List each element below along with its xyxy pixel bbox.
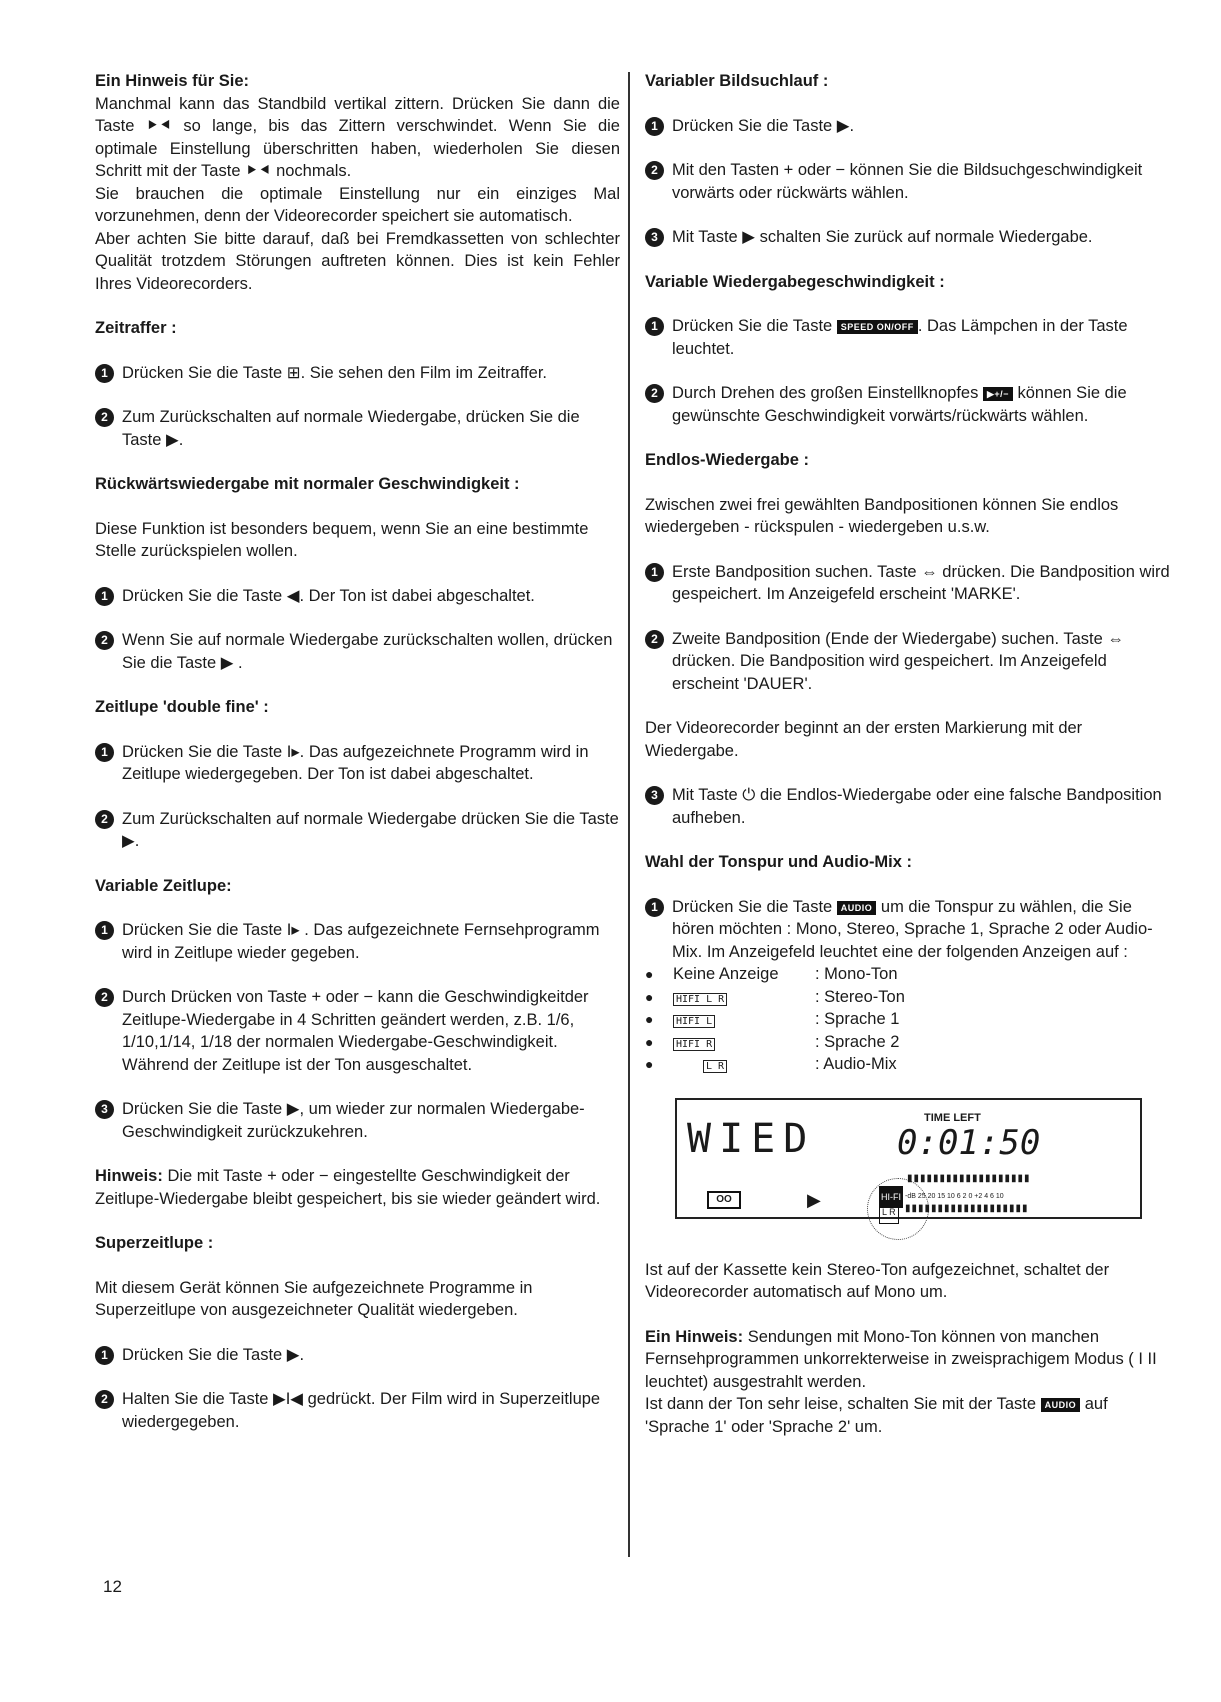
vcr-display-panel: [675, 1098, 1142, 1219]
rueck-step-1: 1 Drücken Sie die Taste ◀. Der Ton ist dabei abgeschaltet.: [95, 585, 620, 608]
bildsuch-step-1: 1 Drücken Sie die Taste ▶.: [645, 115, 1170, 138]
wiedergabe-title: Variable Wiedergabegeschwindigkeit :: [645, 272, 945, 291]
superzeitlupe-step-2: 2 Halten Sie die Taste ▶I◀ gedrückt. Der Film wird in Superzeitlupe wiedergegeben.: [95, 1388, 620, 1433]
page-number: 12: [103, 1577, 122, 1596]
rueck-step-2: 2 Wenn Sie auf normale Wiedergabe zurückschalten wollen, drücken Sie die Taste ▶ .: [95, 629, 620, 674]
step-number-icon: 2: [95, 810, 114, 829]
time-left-label: TIME LEFT: [924, 1111, 981, 1124]
endlos-intro: Zwischen zwei frei gewählten Bandpositionen können Sie endlos wiedergeben - rückspulen - wiedergeben u.s.w.: [645, 495, 1119, 536]
list-item: ● HIFI R : Sprache 2: [645, 1032, 900, 1051]
list-item: ● HIFI L : Sprache 1: [645, 1010, 900, 1028]
step-number-icon: 2: [645, 384, 664, 403]
rueck-intro: Diese Funktion ist besonders bequem, wenn Sie an eine bestimmte Stelle zurückspielen wollen.: [95, 519, 589, 560]
audio-indicator-list: [645, 963, 1170, 1076]
clock-readout: 0:01:50: [897, 1122, 1041, 1163]
step-number-icon: 1: [95, 1346, 114, 1365]
wiedergabe-step-1: 1 Drücken Sie die Taste SPEED ON/OFF . Das Lämpchen in der Taste leuchtet.: [645, 315, 1170, 360]
step-number-icon: 1: [645, 563, 664, 582]
step-number-icon: 2: [645, 630, 664, 649]
zeitraffer-step-2: 2 Zum Zurückschalten auf normale Wiedergabe, drücken Sie die Taste ▶.: [95, 406, 620, 451]
tonspur-title: Wahl der Tonspur und Audio-Mix :: [645, 853, 913, 871]
zeitraffer-title: Zeitraffer :: [95, 319, 177, 337]
column-divider: [628, 72, 630, 1557]
audio-key-icon: AUDIO: [1041, 1398, 1081, 1412]
endlos-step-2: 2 Zweite Bandposition (Ende der Wiedergabe) suchen. Taste ⇔ drücken. Die Bandposition wird gespeichert. Im Anzeigefeld erscheint 'DAUER'.: [645, 628, 1170, 696]
step-number-icon: 3: [95, 1100, 114, 1119]
right-column: [645, 70, 1170, 1460]
segment-text: WIED: [687, 1115, 816, 1162]
level-meter-right: ▮▮▮▮▮▮▮▮▮▮▮▮▮▮▮▮▮▮▮: [905, 1202, 1029, 1214]
superzeitlupe-step-1: 1 Drücken Sie die Taste ▶.: [95, 1344, 620, 1367]
bildsuch-step-3: 3 Mit Taste ▶ schalten Sie zurück auf normale Wiedergabe.: [645, 226, 1170, 249]
step-number-icon: 1: [95, 364, 114, 383]
step-number-icon: 3: [645, 786, 664, 805]
varzeitlupe-step-3: 3 Drücken Sie die Taste ▶, um wieder zur normalen Wiedergabe-Geschwindigkeit zurückzukehren.: [95, 1098, 620, 1143]
superzeitlupe-title: Superzeitlupe :: [95, 1234, 214, 1252]
hint-p1: Manchmal kann das Standbild vertikal zittern. Drücken Sie dann die Taste ⯈⯇ so lange, bis das Zittern verschwindet. Wenn Sie die optimale Einstellung überschritten haben, wiederholen Sie diesen Schritt mit der Taste ⯈⯇ nochmals.: [95, 94, 620, 180]
cassette-icon: OO: [707, 1191, 741, 1209]
wiedergabe-step-2: 2 Durch Drehen des großen Einstellknopfes ▶+/− können Sie die gewünschte Geschwindigkeit vorwärts/rückwärts wählen.: [645, 382, 1170, 427]
level-meter-left: ▮▮▮▮▮▮▮▮▮▮▮▮▮▮▮▮▮▮▮: [907, 1172, 1031, 1184]
step-number-icon: 2: [95, 988, 114, 1007]
zeitraffer-step-1: 1 Drücken Sie die Taste ⊞. Sie sehen den Film im Zeitraffer.: [95, 362, 620, 385]
list-item: ● HIFI L R : Stereo-Ton: [645, 987, 905, 1006]
step-number-icon: 1: [95, 743, 114, 762]
step-number-icon: 1: [645, 317, 664, 336]
hint-title: Ein Hinweis für Sie:: [95, 72, 250, 90]
varzeitlupe-title: Variable Zeitlupe:: [95, 876, 232, 895]
step-number-icon: 2: [95, 631, 114, 650]
level-scale: -dB 25 20 15 10 6 2 0 +2 4 6 10: [905, 1192, 1004, 1200]
tonspur-p1: Ist auf der Kassette kein Stereo-Ton aufgezeichnet, schaltet der Videorecorder automatisch auf Mono um.: [645, 1260, 1110, 1301]
varzeitlupe-hint: Hinweis: Die mit Taste + oder − eingestellte Geschwindigkeit der Zeitlupe-Wiedergabe bleibt gespeichert, bis sie wieder geändert wird.: [95, 1167, 601, 1208]
step-number-icon: 1: [645, 898, 664, 917]
endlos-p: Der Videorecorder beginnt an der ersten Markierung mit der Wiedergabe.: [645, 719, 1083, 760]
zeitlupe-step-1: 1 Drücken Sie die Taste I▸. Das aufgezeichnete Programm wird in Zeitlupe wiedergegeben. Der Ton ist dabei abgeschaltet.: [95, 741, 620, 786]
step-number-icon: 2: [95, 1390, 114, 1409]
zeitlupe-title: Zeitlupe 'double fine' :: [95, 698, 269, 716]
jog-key-icon: ▶+/−: [983, 387, 1013, 401]
hifi-indicator: HI-FI: [879, 1186, 903, 1209]
tonspur-hint: Ein Hinweis: Sendungen mit Mono-Ton können von manchen Fernsehprogrammen unkorrekterweise in zweisprachigem Modus ( I II leuchtet) ausgestrahlt werden.: [645, 1327, 1157, 1391]
step-number-icon: 1: [95, 587, 114, 606]
endlos-title: Endlos-Wiedergabe :: [645, 451, 809, 469]
endlos-step-3: 3 Mit Taste ⏻ die Endlos-Wiedergabe oder eine falsche Bandposition aufheben.: [645, 784, 1170, 829]
step-number-icon: 3: [645, 228, 664, 247]
list-item: ● Keine Anzeige : Mono-Ton: [645, 965, 898, 983]
bildsuch-title: Variabler Bildsuchlauf :: [645, 72, 829, 90]
endlos-step-1: 1 Erste Bandposition suchen. Taste ⇔ drücken. Die Bandposition wird gespeichert. Im Anzeigefeld erscheint 'MARKE'.: [645, 561, 1170, 606]
play-icon: ▶: [807, 1189, 821, 1210]
varzeitlupe-step-2: 2 Durch Drücken von Taste + oder − kann die Geschwindigkeitder Zeitlupe-Wiedergabe in 4 Schritten geändert werden, z.B. 1/6, 1/10,1/14, 1/18 der normalen Wiedergabe-Geschwindigkeit. Während der Zeitlupe ist der Ton ausgeschaltet.: [95, 986, 620, 1076]
lr-indicator: L R: [879, 1200, 899, 1225]
left-column: [95, 70, 620, 1455]
hint-p3: Aber achten Sie bitte darauf, daß bei Fremdkassetten von schlechter Qualität trotzdem Störungen auftreten können. Dies ist kein Fehler Ihres Videorecorders.: [95, 229, 620, 293]
speed-key-icon: SPEED ON/OFF: [837, 320, 918, 334]
bildsuch-step-2: 2 Mit den Tasten + oder − können Sie die Bildsuchgeschwindigkeit vorwärts oder rückwärts wählen.: [645, 159, 1170, 204]
hint-p2: Sie brauchen die optimale Einstellung nur ein einziges Mal vorzunehmen, denn der Videorecorder speichert sie automatisch.: [95, 184, 620, 225]
audio-key-icon: AUDIO: [837, 901, 877, 915]
step-number-icon: 2: [95, 408, 114, 427]
zeitlupe-step-2: 2 Zum Zurückschalten auf normale Wiedergabe drücken Sie die Taste ▶.: [95, 808, 620, 853]
step-number-icon: 1: [95, 921, 114, 940]
tonspur-step-1: 1 Drücken Sie die Taste AUDIO um die Tonspur zu wählen, die Sie hören möchten : Mono, Stereo, Sprache 1, Sprache 2 oder Audio-Mix. Im Anzeigefeld leuchtet eine der folgenden Anzeigen auf :: [645, 896, 1170, 964]
superzeitlupe-intro: Mit diesem Gerät können Sie aufgezeichnete Programme in Superzeitlupe von ausgezeichneter Qualität wiedergeben.: [95, 1278, 533, 1319]
step-number-icon: 1: [645, 117, 664, 136]
tonspur-hint2: Ist dann der Ton sehr leise, schalten Sie mit der Taste AUDIO auf 'Sprache 1' oder 'Sprache 2' um.: [645, 1395, 1108, 1436]
varzeitlupe-step-1: 1 Drücken Sie die Taste I▸ . Das aufgezeichnete Fernsehprogramm wird in Zeitlupe wieder gegeben.: [95, 919, 620, 964]
list-item: ● L R : Audio-Mix: [645, 1055, 897, 1073]
rueck-title: Rückwärtswiedergabe mit normaler Geschwindigkeit :: [95, 475, 520, 493]
step-number-icon: 2: [645, 161, 664, 180]
